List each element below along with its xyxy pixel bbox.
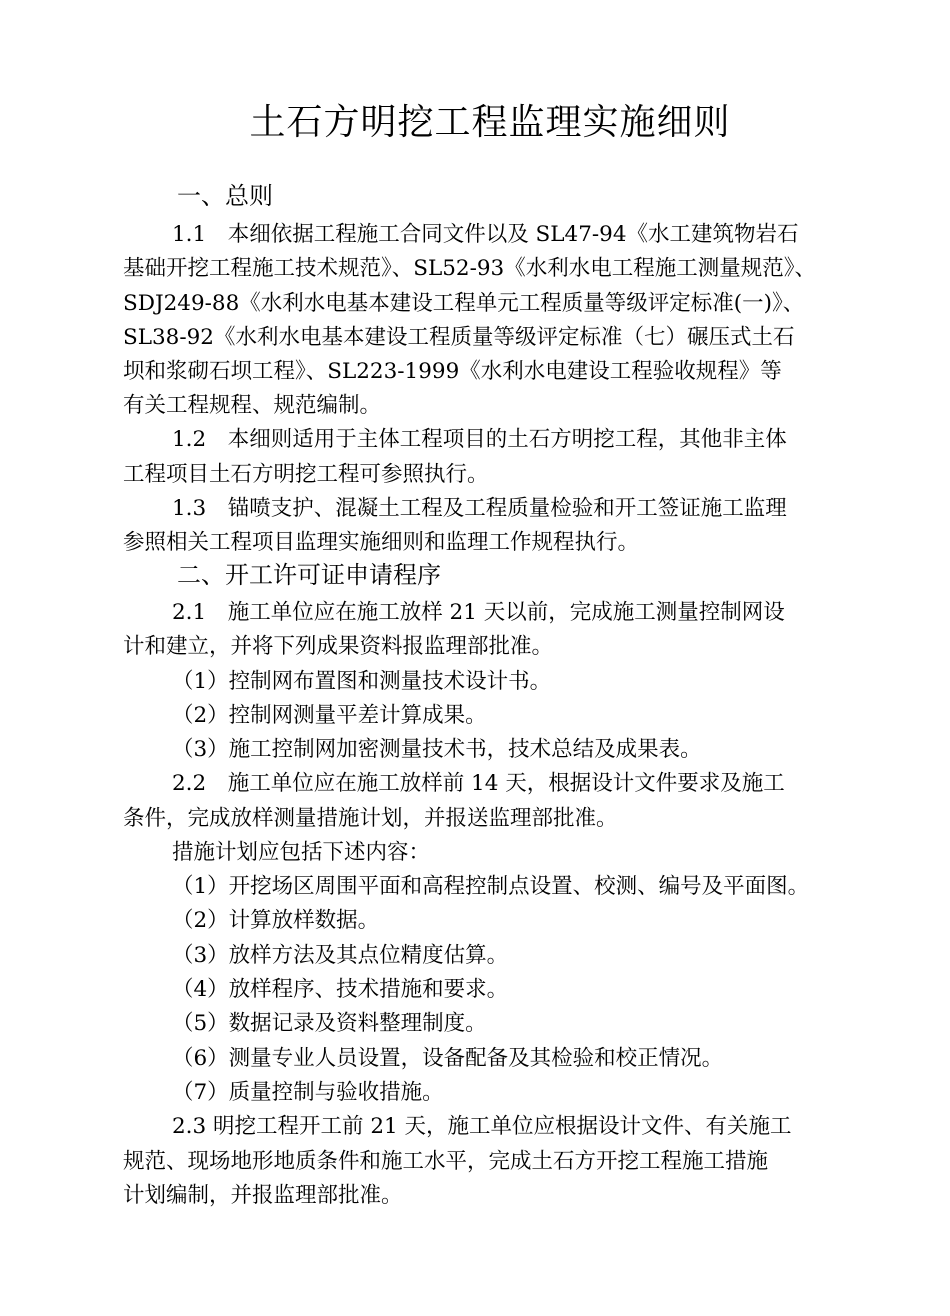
paragraph-line: 条件，完成放样测量措施计划，并报送监理部批准。 <box>123 806 618 831</box>
paragraph-line: 措施计划应包括下述内容： <box>172 840 431 865</box>
list-item: （2）计算放样数据。 <box>172 908 380 933</box>
paragraph-line: 1.3 锚喷支护、混凝土工程及工程质量检验和开工签证施工监理 <box>172 496 787 521</box>
list-item: （2）控制网测量平差计算成果。 <box>172 703 487 728</box>
paragraph-line: 1.1 本细依据工程施工合同文件以及 SL47-94《水工建筑物岩石 <box>172 222 799 247</box>
list-item: （1）开挖场区周围平面和高程控制点设置、校测、编号及平面图。 <box>172 874 810 899</box>
paragraph-line: 坝和浆砌石坝工程》、SL223-1999《水利水电建设工程验收规程》等 <box>123 359 782 384</box>
paragraph-line: 工程项目土石方明挖工程可参照执行。 <box>123 462 489 487</box>
paragraph-line: 计划编制，并报监理部批准。 <box>123 1183 403 1208</box>
paragraph-line: 参照相关工程项目监理实施细则和监理工作规程执行。 <box>123 530 640 555</box>
list-item: （5）数据记录及资料整理制度。 <box>172 1011 487 1036</box>
paragraph-line: 2.3 明挖工程开工前 21 天，施工单位应根据设计文件、有关施工 <box>172 1114 792 1139</box>
list-item: （3）放样方法及其点位精度估算。 <box>172 943 509 968</box>
paragraph-line: 规范、现场地形地质条件和施工水平，完成土石方开挖工程施工措施 <box>123 1149 769 1174</box>
paragraph-line: SL38-92《水利水电基本建设工程质量等级评定标准（七）碾压式土石 <box>123 325 795 350</box>
document-title: 土石方明挖工程监理实施细则 <box>249 102 731 143</box>
list-item: （4）放样程序、技术措施和要求。 <box>172 977 509 1002</box>
paragraph-line: 有关工程规程、规范编制。 <box>123 393 382 418</box>
paragraph-line: 2.1 施工单位应在施工放样 21 天以前，完成施工测量控制网设 <box>172 600 785 625</box>
paragraph-line: 2.2 施工单位应在施工放样前 14 天，根据设计文件要求及施工 <box>172 771 785 796</box>
section-heading-permit: 二、开工许可证申请程序 <box>177 561 441 589</box>
paragraph-line: 1.2 本细则适用于主体工程项目的土石方明挖工程，其他非主体 <box>172 427 787 452</box>
list-item: （7）质量控制与验收措施。 <box>172 1080 444 1105</box>
list-item: （1）控制网布置图和测量技术设计书。 <box>172 669 552 694</box>
paragraph-line: SDJ249-88《水利水电基本建设工程单元工程质量等级评定标准(一)》、 <box>123 291 805 316</box>
list-item: （3）施工控制网加密测量技术书，技术总结及成果表。 <box>172 737 702 762</box>
paragraph-line: 计和建立，并将下列成果资料报监理部批准。 <box>123 634 554 659</box>
list-item: （6）测量专业人员设置，设备配备及其检验和校正情况。 <box>172 1046 724 1071</box>
section-heading-general: 一、总则 <box>177 182 273 210</box>
paragraph-line: 基础开挖工程施工技术规范》、SL52-93《水利水电工程施工测量规范》、 <box>123 256 816 281</box>
